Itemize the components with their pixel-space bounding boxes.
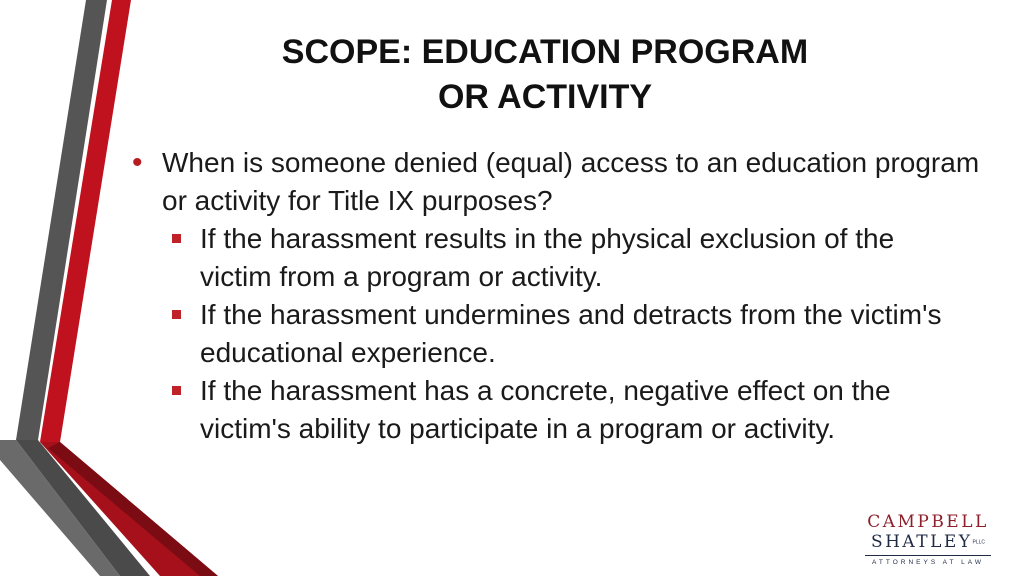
sub-bullet-text: If the harassment results in the physical exclusion of the victim from a program or activity. (200, 223, 895, 292)
main-bullet-text: When is someone denied (equal) access to an education program or activity for Title IX purposes? (162, 147, 980, 216)
logo-pllc: PLLC (972, 539, 986, 546)
title-line-2: OR ACTIVITY (437, 78, 653, 116)
square-bullet-icon (172, 386, 181, 395)
sub-bullet-text: If the harassment undermines and detracts from the victim's educational experience. (200, 299, 942, 368)
title-line-1: SCOPE: EDUCATION PROGRAM (281, 33, 809, 71)
slide-title (150, 30, 940, 120)
logo-campbell: CAMPBELL (867, 512, 989, 532)
campbell-shatley-logo (858, 512, 998, 567)
slide-content (130, 144, 990, 448)
sub-bullet-list (130, 220, 990, 448)
sub-bullet (168, 372, 960, 448)
logo-shatley-text: SHATLEY (870, 532, 973, 552)
logo-attorneys: ATTORNEYS AT LAW (872, 558, 984, 566)
logo-shatley (858, 532, 998, 553)
square-bullet-icon (172, 310, 181, 319)
sub-bullet (168, 220, 960, 296)
sub-bullet (168, 296, 960, 372)
logo-rule (865, 555, 991, 556)
main-bullet (130, 144, 990, 220)
sub-bullet-text: If the harassment has a concrete, negative effect on the victim's ability to participate in a program or activity. (200, 375, 891, 444)
square-bullet-icon (172, 234, 181, 243)
bullet-dot-icon: • (132, 146, 143, 179)
